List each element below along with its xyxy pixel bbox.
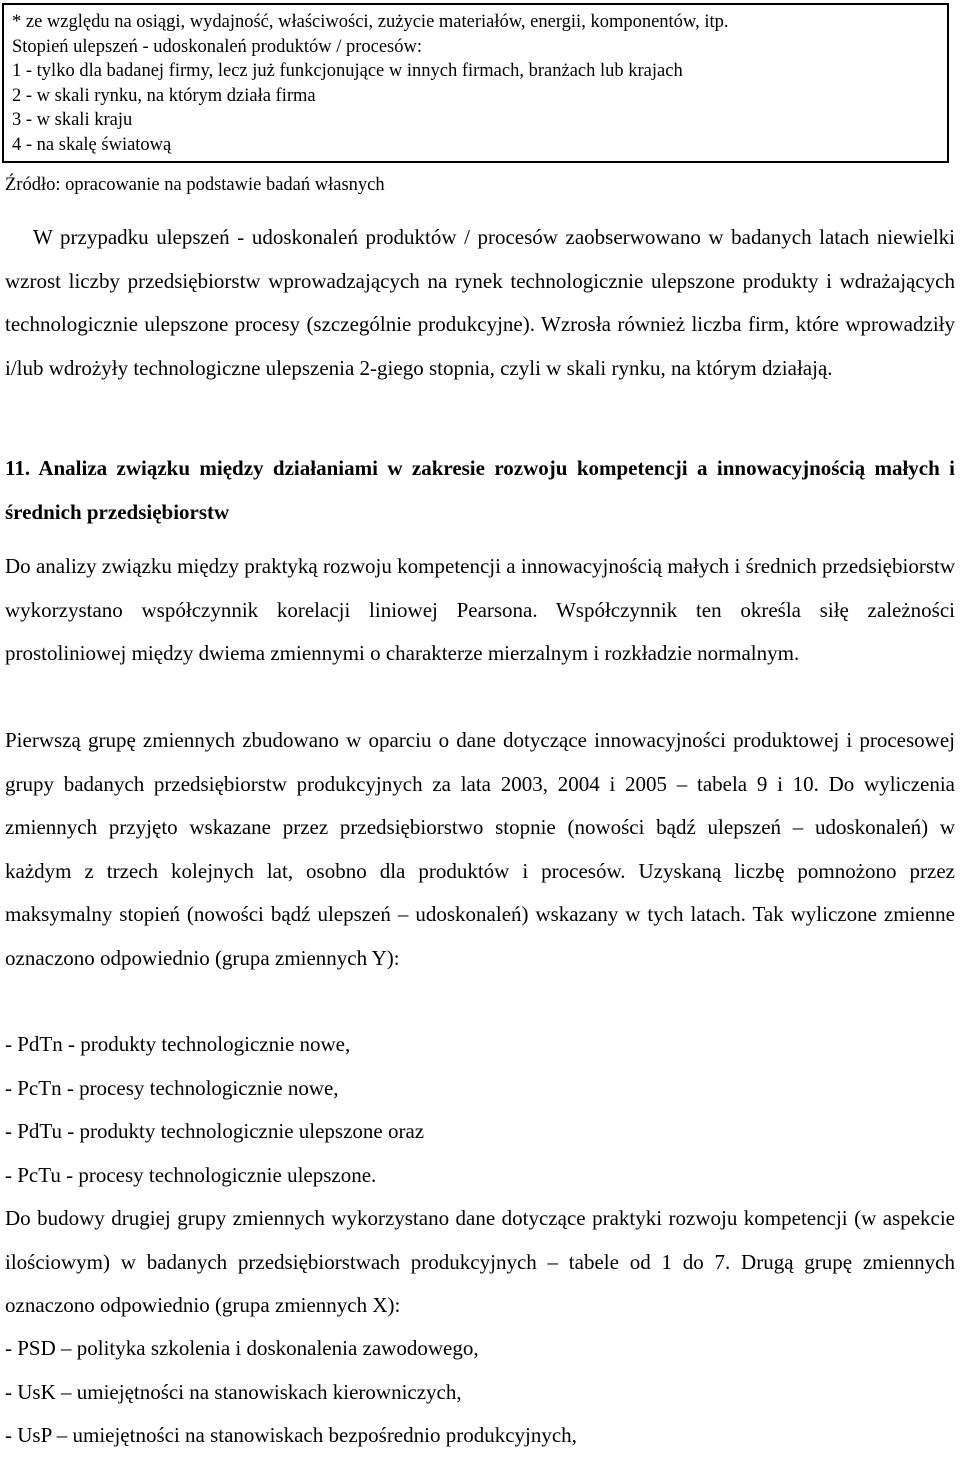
note-line: Stopień ulepszeń - udoskonaleń produktów / procesów: <box>12 36 423 57</box>
list-item-y-pctu: - PcTu - procesy technologicznie ulepszone. <box>5 1163 377 1187</box>
list-item-y-pctn: - PcTn - procesy technologicznie nowe, <box>5 1076 339 1100</box>
note-line: 2 - w skali rynku, na którym działa firma <box>12 85 316 106</box>
list-item-x-usp: - UsP – umiejętności na stanowiskach bezpośrednio produkcyjnych, <box>5 1423 577 1447</box>
note-line: 1 - tylko dla badanej firmy, lecz już funkcjonujące w innych firmach, branżach lub krajach <box>12 61 683 82</box>
paragraph-x-variables: Do budowy drugiej grupy zmiennych wykorzystano dane dotyczące praktyki rozwoju kompetencji (w aspekcie ilościowym) w badanych przedsiębiorstwach produkcyjnych – tabele od 1 do 7. Drugą grupę zmiennych oznaczono odpowiednio (grupa zmiennych X): <box>5 1206 955 1317</box>
list-item-x-psd: - PSD – polityka szkolenia i doskonalenia zawodowego, <box>5 1336 479 1360</box>
list-item-y-pdtn: - PdTn - produkty technologicznie nowe, <box>5 1032 351 1056</box>
paragraph-y-variables: Pierwszą grupę zmiennych zbudowano w oparciu o dane dotyczące innowacyjności produktowej i procesowej grupy badanych przedsiębiorstw produkcyjnych za lata 2003, 2004 i 2005 – tabela 9 i 10. Do wyliczenia zmiennych przyjęto wskazane przez przedsiębiorstwo stopnie (nowości bądź ulepszeń – udoskonaleń) w każdym z trzech kolejnych lat, osobno dla produktów i procesów. Uzyskaną liczbę pomnożono przez maksymalny stopień (nowości bądź ulepszeń – udoskonaleń) wskazany w tych latach. Tak wyliczone zmienne oznaczono odpowiednio (grupa zmiennych Y): <box>5 728 955 970</box>
list-item-y-pdtu: - PdTu - produkty technologicznie ulepszone oraz <box>5 1119 425 1143</box>
section-heading: 11. Analiza związku między działaniami w zakresie rozwoju kompetencji a innowacyjnością małych i średnich przedsiębiorstw <box>5 456 955 524</box>
paragraph-innovation-growth: W przypadku ulepszeń - udoskonaleń produktów / procesów zaobserwowano w badanych latach niewielki wzrost liczby przedsiębiorstw wprowadzających na rynek technologicznie ulepszone produkty i wdrażających technologicznie ulepszone procesy (szczególnie produkcyjne). Wzrosła również liczba firm, które wprowadziły i/lub wdrożyły technologiczne ulepszenia 2-giego stopnia, czyli w skali rynku, na którym działają. <box>5 225 955 380</box>
note-line: 3 - w skali kraju <box>12 110 133 131</box>
note-line: * ze względu na osiągi, wydajność, właściwości, zużycie materiałów, energii, komponentów, itp. <box>12 12 729 32</box>
paragraph-pearson-analysis: Do analizy związku między praktyką rozwoju kompetencji a innowacyjnością małych i średnich przedsiębiorstw wykorzystano współczynnik korelacji liniowej Pearsona. Współczynnik ten określa siłę zależności prostoliniowej między dwiema zmiennymi o charakterze mierzalnym i rozkładzie normalnym. <box>5 554 955 665</box>
legend-note-box <box>2 3 949 163</box>
note-line: 4 - na skalę światową <box>12 134 172 155</box>
list-item-x-usk: - UsK – umiejętności na stanowiskach kierowniczych, <box>5 1380 462 1404</box>
source-note: Źródło: opracowanie na podstawie badań własnych <box>5 175 385 195</box>
